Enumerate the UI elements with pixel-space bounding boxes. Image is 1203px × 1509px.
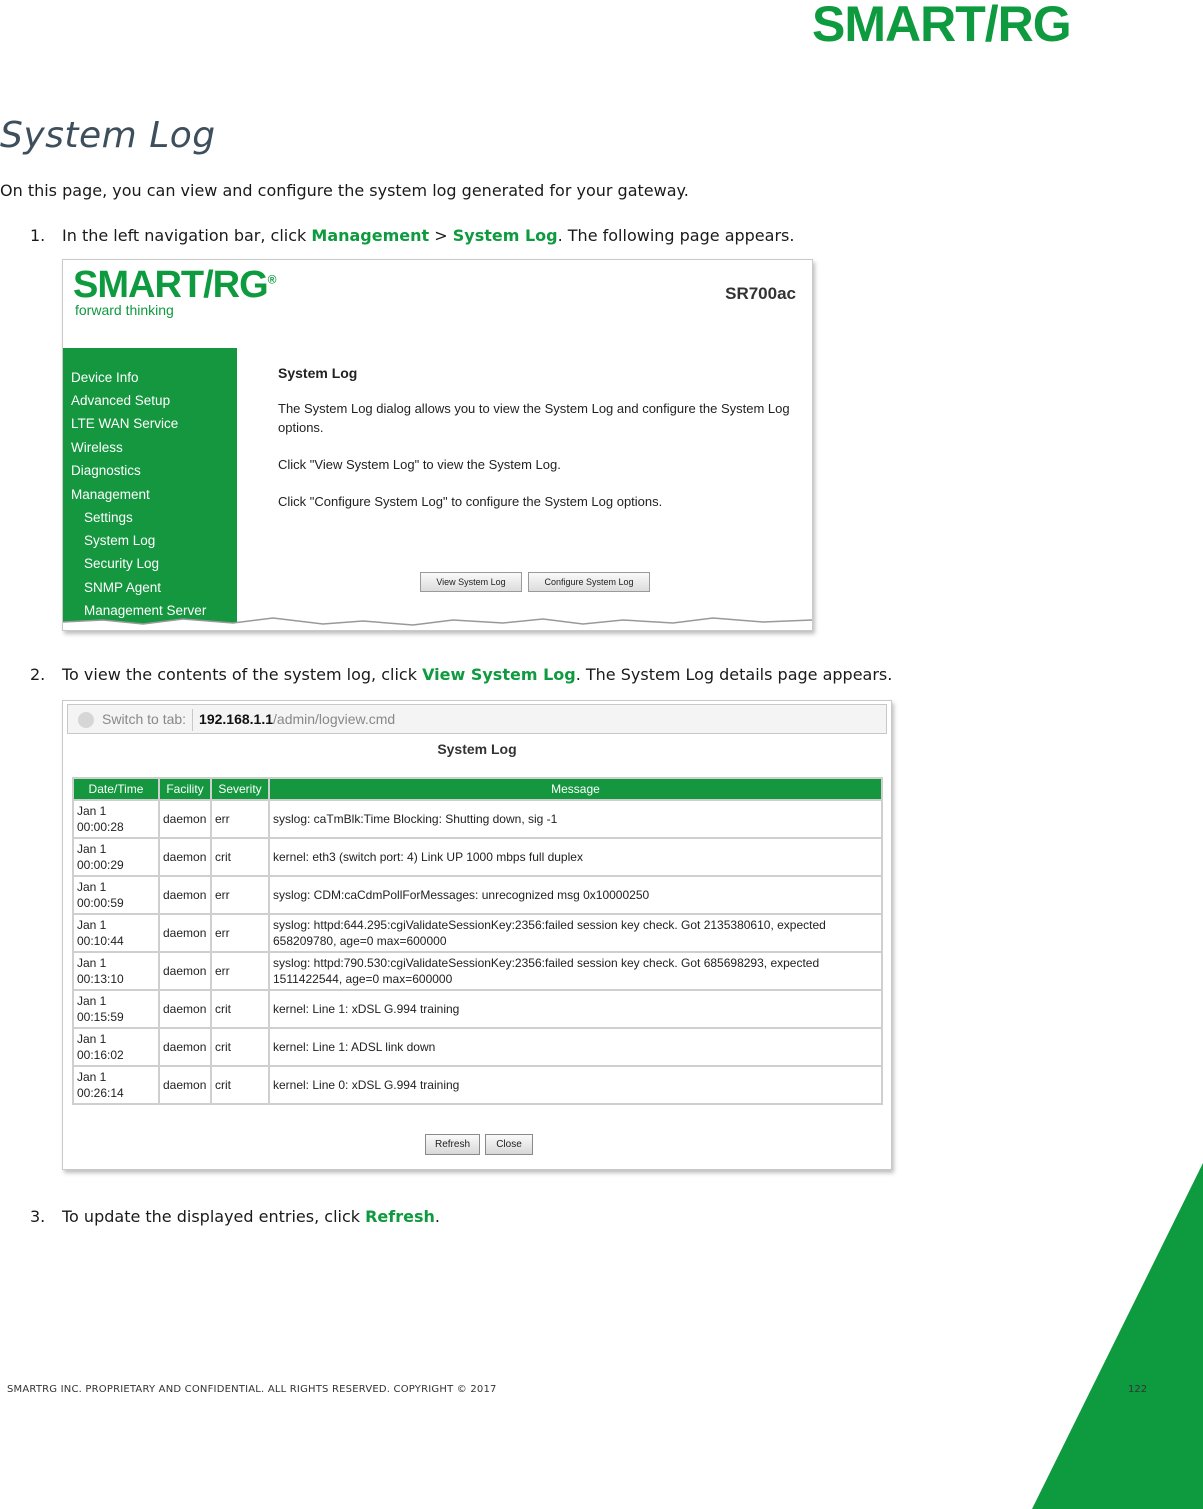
nav-management-server[interactable]: Management Server: [84, 603, 207, 618]
nav-lte-wan-service[interactable]: LTE WAN Service: [71, 416, 179, 431]
severity-cell: crit: [211, 838, 269, 876]
nav-security-log[interactable]: Security Log: [84, 556, 160, 571]
log-table: [72, 777, 883, 1105]
step-text: . The System Log details page appears.: [575, 665, 893, 684]
nav-diagnostics[interactable]: Diagnostics: [71, 463, 141, 478]
facility-cell: daemon: [159, 952, 211, 990]
content-paragraph: Click "View System Log" to view the System Log.: [278, 457, 561, 472]
nav-management[interactable]: Management: [71, 487, 150, 502]
smartrg-logo: SMART/RG®: [73, 264, 276, 306]
column-header-severity: Severity: [211, 778, 269, 800]
severity-cell: err: [211, 952, 269, 990]
model-name: SR700ac: [725, 284, 796, 303]
column-header-message: Message: [269, 778, 882, 800]
nav-device-info[interactable]: Device Info: [71, 370, 139, 385]
message-cell: kernel: eth3 (switch port: 4) Link UP 1000 mbps full duplex: [269, 838, 882, 876]
management-link[interactable]: Management: [311, 226, 430, 245]
severity-cell: crit: [211, 990, 269, 1028]
system-log-details-screenshot: [62, 700, 892, 1170]
page-title: System Log: [0, 115, 216, 156]
nav-system-log[interactable]: System Log: [84, 533, 156, 548]
step-1: [30, 226, 794, 245]
table-row: [73, 1028, 882, 1066]
footer-copyright: SMARTRG INC. PROPRIETARY AND CONFIDENTIAL. ALL RIGHTS RESERVED. COPYRIGHT © 2017: [7, 1384, 497, 1395]
address-bar[interactable]: [67, 704, 887, 734]
view-system-log-link[interactable]: View System Log: [422, 665, 576, 684]
table-row: [73, 990, 882, 1028]
facility-cell: daemon: [159, 838, 211, 876]
facility-cell: daemon: [159, 1066, 211, 1104]
step-text: To view the contents of the system log, click: [62, 665, 423, 684]
page-icon: [78, 712, 94, 728]
content-paragraph: The System Log dialog allows you to view the System Log and configure the System Log options.: [278, 401, 790, 435]
date-time-cell: Jan 1 00:00:28: [73, 800, 159, 838]
left-navigation: [63, 348, 237, 630]
content-paragraph: Click "Configure System Log" to configure the System Log options.: [278, 494, 663, 509]
system-log-overview-screenshot: [62, 259, 813, 631]
date-time-cell: Jan 1 00:10:44: [73, 914, 159, 952]
nav-advanced-setup[interactable]: Advanced Setup: [71, 393, 171, 408]
step-text: >: [429, 226, 453, 245]
view-system-log-button[interactable]: View System Log: [420, 572, 522, 592]
refresh-link[interactable]: Refresh: [365, 1207, 435, 1226]
facility-cell: daemon: [159, 914, 211, 952]
table-row: [73, 838, 882, 876]
severity-cell: err: [211, 876, 269, 914]
date-time-cell: Jan 1 00:00:59: [73, 876, 159, 914]
step-text: . The following page appears.: [557, 226, 795, 245]
severity-cell: crit: [211, 1028, 269, 1066]
message-cell: kernel: Line 1: ADSL link down: [269, 1028, 882, 1066]
facility-cell: daemon: [159, 1028, 211, 1066]
system-log-link[interactable]: System Log: [452, 226, 558, 245]
table-row: [73, 800, 882, 838]
message-cell: syslog: caTmBlk:Time Blocking: Shutting down, sig -1: [269, 800, 882, 838]
severity-cell: crit: [211, 1066, 269, 1104]
date-time-cell: Jan 1 00:15:59: [73, 990, 159, 1028]
nav-snmp-agent[interactable]: SNMP Agent: [84, 580, 162, 595]
tagline: forward thinking: [75, 302, 174, 318]
date-time-cell: Jan 1 00:16:02: [73, 1028, 159, 1066]
message-cell: kernel: Line 0: xDSL G.994 training: [269, 1066, 882, 1104]
content-panel: [278, 365, 798, 529]
nav-settings[interactable]: Settings: [84, 510, 133, 525]
date-time-cell: Jan 1 00:26:14: [73, 1066, 159, 1104]
severity-cell: err: [211, 800, 269, 838]
table-row: [73, 1066, 882, 1104]
url-host: 192.168.1.1: [199, 711, 274, 727]
message-cell: kernel: Line 1: xDSL G.994 training: [269, 990, 882, 1028]
step-text: .: [434, 1207, 440, 1226]
content-heading: System Log: [278, 365, 358, 381]
step-text: In the left navigation bar, click: [62, 226, 312, 245]
column-header-date-time: Date/Time: [73, 778, 159, 800]
severity-cell: err: [211, 914, 269, 952]
refresh-button[interactable]: Refresh: [425, 1134, 480, 1155]
close-button[interactable]: Close: [485, 1134, 533, 1155]
step-number: 2.: [30, 665, 46, 684]
table-row: [73, 876, 882, 914]
step-3: [30, 1207, 440, 1226]
switch-to-tab-label: Switch to tab:: [102, 711, 187, 727]
date-time-cell: Jan 1 00:13:10: [73, 952, 159, 990]
facility-cell: daemon: [159, 876, 211, 914]
message-cell: syslog: httpd:644.295:cgiValidateSessionKey:2356:failed session key check. Got 2135380610, expected 658209780, age=0 max=600000: [269, 914, 882, 952]
divider: [192, 709, 193, 731]
step-2: [30, 665, 892, 684]
facility-cell: daemon: [159, 990, 211, 1028]
nav-wireless[interactable]: Wireless: [71, 440, 123, 455]
log-title: System Log: [437, 741, 517, 757]
intro-paragraph: On this page, you can view and configure the system log generated for your gateway.: [0, 181, 689, 200]
table-header-row: [73, 778, 882, 800]
table-row: [73, 914, 882, 952]
step-number: 1.: [30, 226, 46, 245]
torn-edge-decoration: [63, 612, 812, 630]
date-time-cell: Jan 1 00:00:29: [73, 838, 159, 876]
message-cell: syslog: httpd:790.530:cgiValidateSessionKey:2356:failed session key check. Got 685698293, expected 1511422544, age=0 max=600000: [269, 952, 882, 990]
facility-cell: daemon: [159, 800, 211, 838]
column-header-facility: Facility: [159, 778, 211, 800]
configure-system-log-button[interactable]: Configure System Log: [528, 572, 650, 592]
message-cell: syslog: CDM:caCdmPollForMessages: unrecognized msg 0x10000250: [269, 876, 882, 914]
brand-logo: SMART/RG: [812, 0, 1071, 52]
table-row: [73, 952, 882, 990]
step-text: To update the displayed entries, click: [62, 1207, 366, 1226]
step-number: 3.: [30, 1207, 46, 1226]
url-path: /admin/logview.cmd: [273, 711, 396, 727]
page-number: 122: [1128, 1384, 1148, 1395]
